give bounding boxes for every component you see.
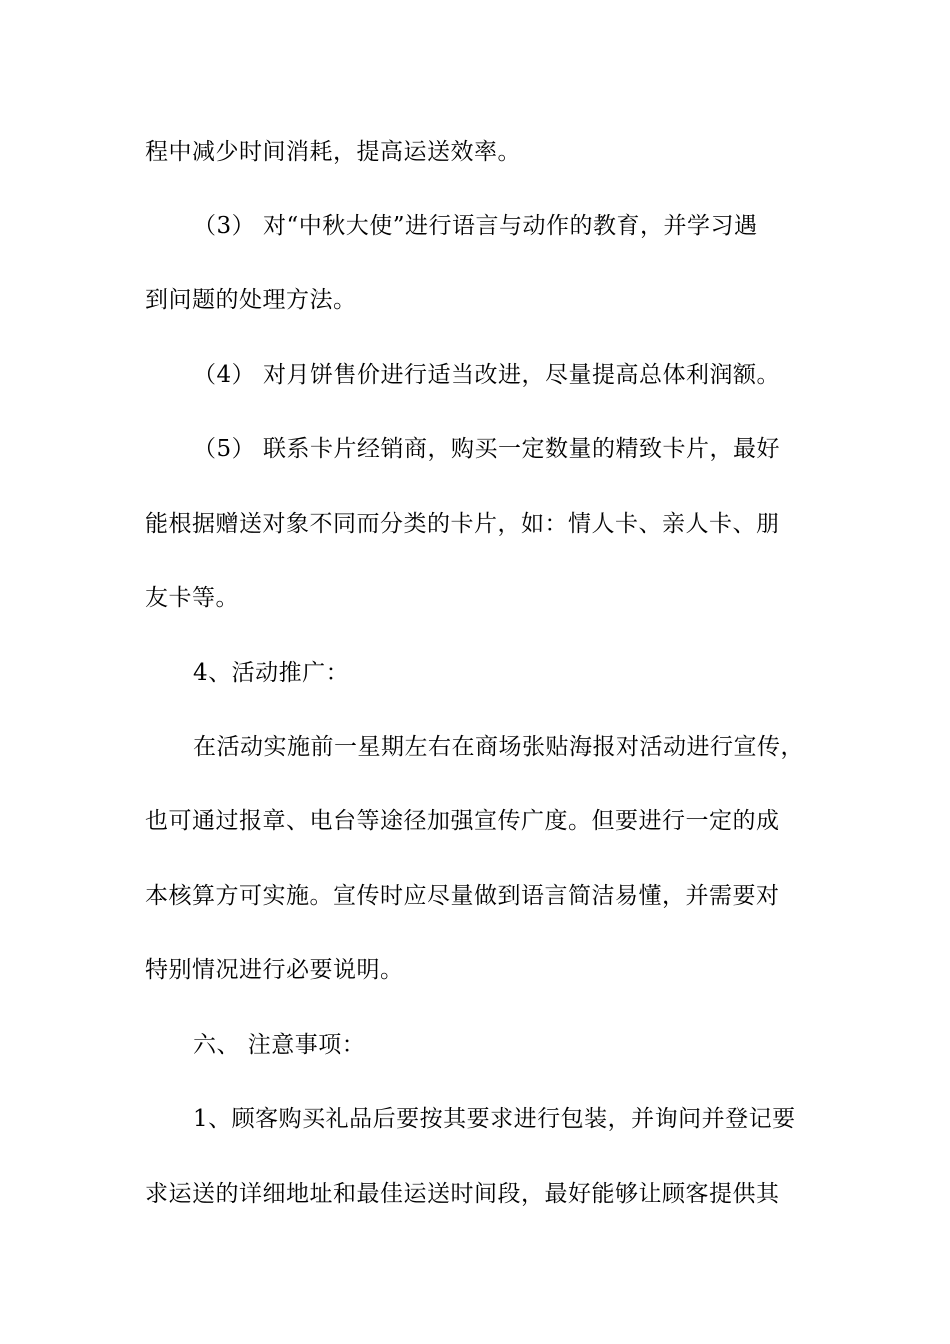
text-line: 特别情况进行必要说明。 [145, 957, 404, 983]
text-line: （5） 联系卡片经销商，购买一定数量的精致卡片，最好 [193, 436, 780, 462]
text-line: 本核算方可实施。宣传时应尽量做到语言简洁易懂，并需要对 [145, 883, 780, 909]
text-line: 到问题的处理方法。 [145, 287, 357, 313]
text-line: 友卡等。 [145, 585, 239, 611]
text-line: （4） 对月饼售价进行适当改进，尽量提高总体利润额。 [193, 362, 780, 388]
section-heading: 4、活动推广： [193, 660, 350, 686]
text-line: 1、顾客购买礼品后要按其要求进行包装，并询问并登记要 [193, 1106, 796, 1132]
text-line: 求运送的详细地址和最佳运送时间段，最好能够让顾客提供其 [145, 1181, 780, 1207]
text-line: 也可通过报章、电台等途径加强宣传广度。但要进行一定的成 [145, 808, 780, 834]
text-line: 程中减少时间消耗，提高运送效率。 [145, 139, 521, 165]
text-line: （3） 对“中秋大使”进行语言与动作的教育，并学习遇 [193, 213, 758, 239]
text-line: 在活动实施前一星期左右在商场张贴海报对活动进行宣传， [193, 734, 804, 760]
section-heading: 六、 注意事项： [193, 1032, 366, 1058]
text-line: 能根据赠送对象不同而分类的卡片，如：情人卡、亲人卡、朋 [145, 511, 780, 537]
